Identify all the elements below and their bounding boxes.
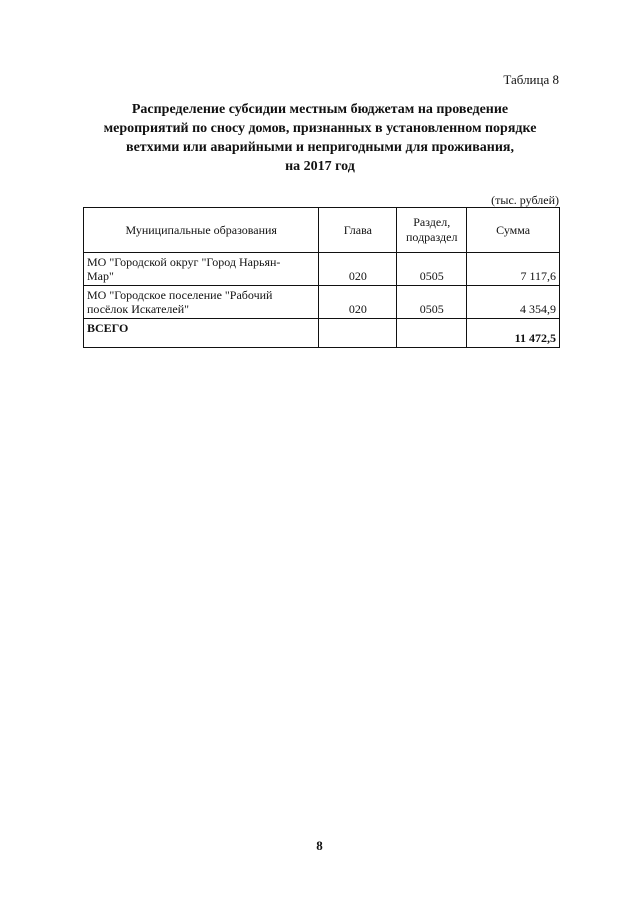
row-razdel: 0505	[397, 253, 467, 286]
title-line: на 2017 год	[285, 159, 355, 174]
row-glava: 020	[319, 286, 397, 319]
header-razdel-line: Раздел,	[413, 215, 451, 229]
name-line: посёлок Искателей"	[87, 302, 190, 316]
header-glava: Глава	[319, 208, 397, 253]
name-line: Мар"	[87, 269, 114, 283]
header-municipalities: Муниципальные образования	[84, 208, 319, 253]
name-line: МО "Городской округ "Город Нарьян-	[87, 255, 281, 269]
table-row	[84, 286, 560, 319]
total-razdel-empty	[397, 319, 467, 348]
row-sum: 4 354,9	[467, 286, 560, 319]
page-number: 8	[316, 838, 323, 853]
document-title	[70, 100, 570, 176]
row-razdel: 0505	[397, 286, 467, 319]
table-header-row	[84, 208, 560, 253]
row-municipality-name	[84, 286, 319, 319]
row-municipality-name	[84, 253, 319, 286]
total-sum: 11 472,5	[467, 319, 560, 348]
table-row	[84, 253, 560, 286]
header-razdel	[397, 208, 467, 253]
row-sum: 7 117,6	[467, 253, 560, 286]
row-glava: 020	[319, 253, 397, 286]
header-sum: Сумма	[467, 208, 560, 253]
title-line: Распределение субсидии местным бюджетам на проведение	[131, 102, 509, 117]
total-label: ВСЕГО	[84, 319, 319, 348]
name-line: МО "Городское поселение "Рабочий	[87, 288, 273, 302]
header-razdel-line: подраздел	[406, 230, 458, 244]
total-glava-empty	[319, 319, 397, 348]
title-line: ветхими или аварийными и непригодными для проживания,	[126, 140, 514, 155]
table-total-row	[84, 319, 560, 348]
title-line: мероприятий по сносу домов, признанных в установленном порядке	[103, 121, 537, 136]
table-number-label: Таблица 8	[503, 72, 559, 87]
units-note: (тыс. рублей)	[491, 193, 559, 207]
subsidy-table	[83, 207, 560, 348]
